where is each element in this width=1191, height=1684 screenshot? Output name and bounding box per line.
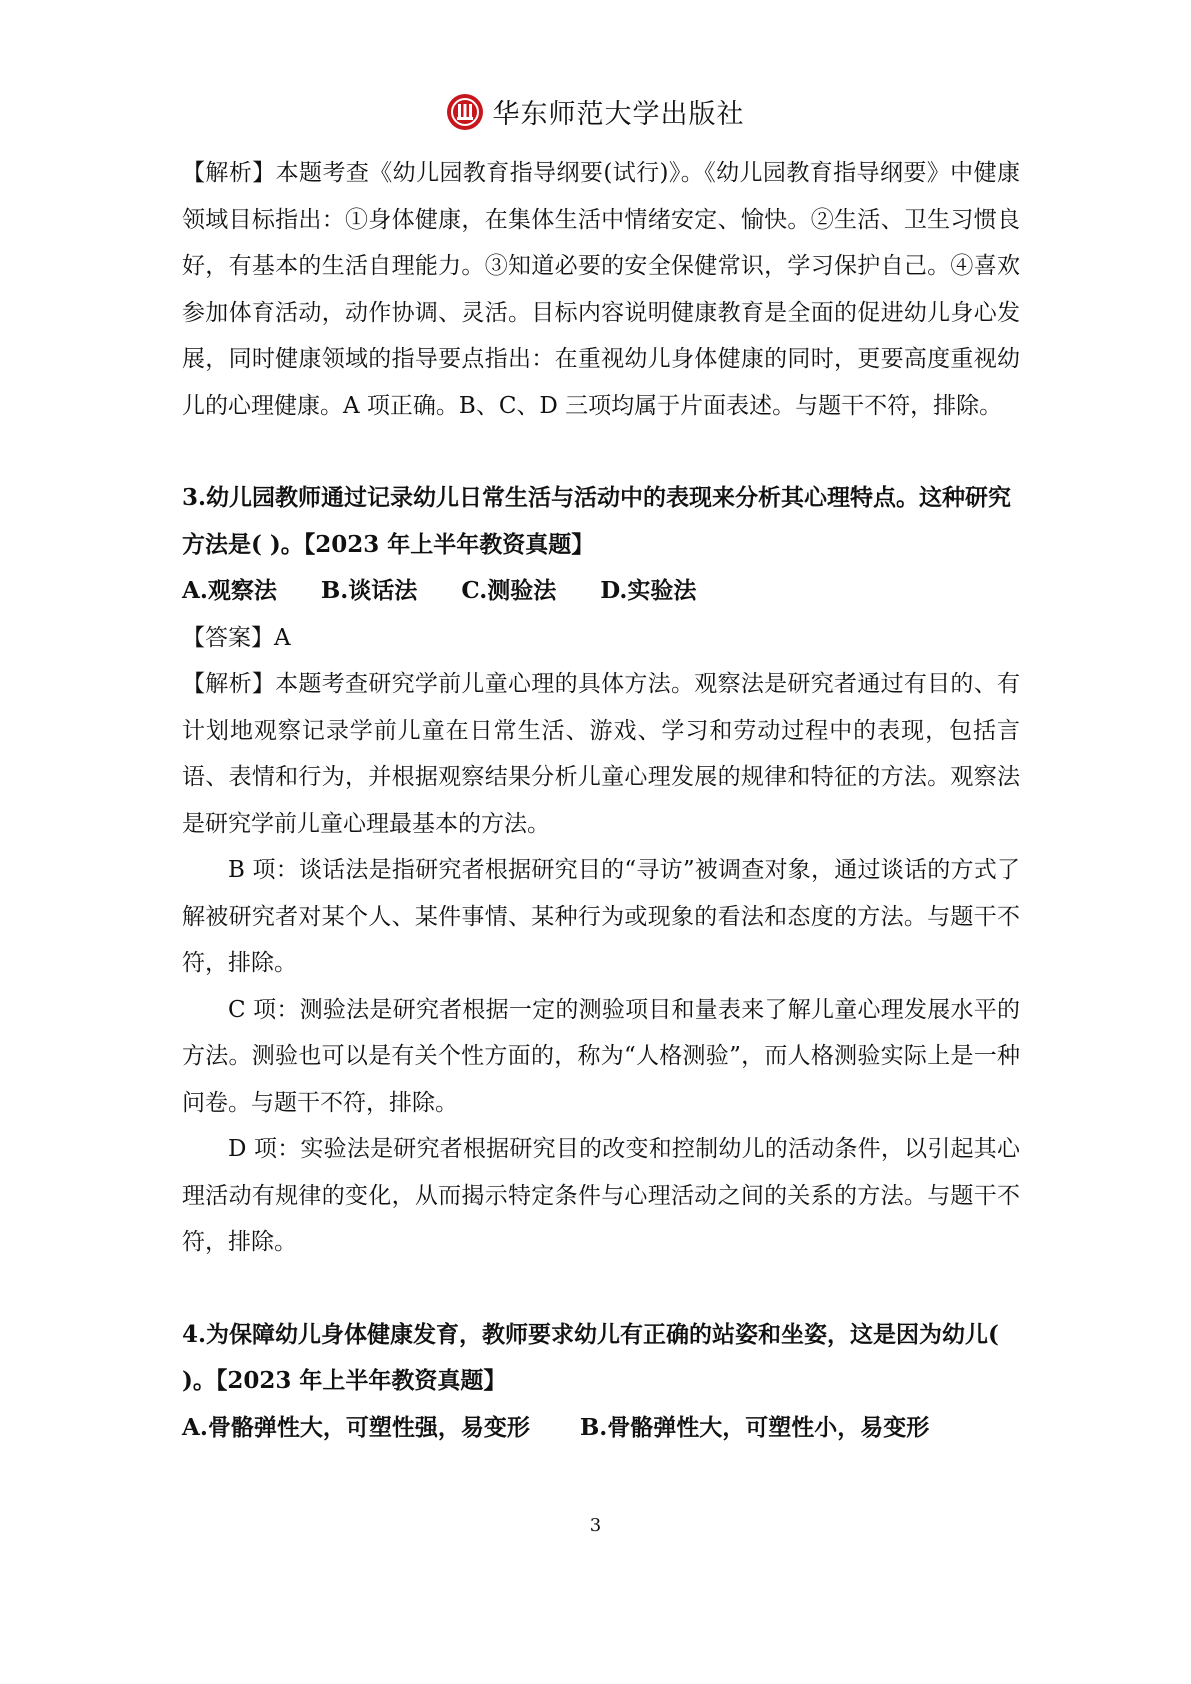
q3-option-b: B.谈话法: [320, 577, 418, 604]
q2-analysis: 【解析】本题考查《幼儿园教育指导纲要(试行)》。《幼儿园教育指导纲要》中健康领域目标指出：①身体健康，在集体生活中情绪安定、愉快。②生活、卫生习惯良好，有基本的生活自理能力。③知道必要的安全保健常识，学习保护自己。④喜欢参加体育活动，动作协调、灵活。目标内容说明健康教育是全面的促进幼儿身心发展，同时健康领域的指导要点指出：在重视幼儿身体健康的同时，更要高度重视幼儿的心理健康。A 项正确。B、C、D 三项均属于片面表述。与题干不符，排除。: [182, 160, 1020, 419]
q4-option-b: B.骨骼弹性大，可塑性小，易变形: [579, 1413, 930, 1441]
q3-option-d: D.实验法: [600, 577, 697, 604]
q3-option-c: C.测验法: [461, 577, 557, 604]
spacer: [182, 1266, 1020, 1312]
page-number: 3: [589, 1515, 602, 1536]
ecnu-press-logo-icon: [447, 94, 483, 130]
q3-item-b: B 项：谈话法是指研究者根据研究目的“寻访”被调查对象，通过谈话的方式了解被研究者对某个人、某件事情、某种行为或现象的看法和态度的方法。与题干不符，排除。: [182, 857, 1020, 976]
spacer: [182, 429, 1020, 475]
page-header: [0, 92, 1191, 131]
q3-stem: 3.幼儿园教师通过记录幼儿日常生活与活动中的表现来分析其心理特点。这种研究方法是( )。【2023 年上半年教资真题】: [182, 484, 1012, 558]
page-content: [182, 150, 1020, 1451]
q3-option-a: A.观察法: [182, 577, 277, 604]
q4-stem: 4.为保障幼儿身体健康发育，教师要求幼儿有正确的站姿和坐姿，这是因为幼儿( )。【2023 年上半年教资真题】: [182, 1320, 999, 1394]
q3-item-d: D 项：实验法是研究者根据研究目的改变和控制幼儿的活动条件，以引起其心理活动有规律的变化，从而揭示特定条件与心理活动之间的关系的方法。与题干不符，排除。: [182, 1136, 1020, 1255]
q3-analysis: 【解析】本题考查研究学前儿童心理的具体方法。观察法是研究者通过有目的、有计划地观察记录学前儿童在日常生活、游戏、学习和劳动过程中的表现，包括言语、表情和行为，并根据观察结果分析儿童心理发展的规律和特征的方法。观察法是研究学前儿童心理最基本的方法。: [182, 671, 1020, 837]
q3-options: [182, 568, 1020, 615]
q4-options: [182, 1405, 1020, 1452]
q3-item-c: C 项：测验法是研究者根据一定的测验项目和量表来了解儿童心理发展水平的方法。测验也可以是有关个性方面的，称为“人格测验”，而人格测验实际上是一种问卷。与题干不符，排除。: [182, 996, 1020, 1116]
q3-answer: 【答案】A: [182, 624, 291, 651]
q4-option-a: A.骨骼弹性大，可塑性强，易变形: [182, 1413, 530, 1441]
logo-glyph: [447, 94, 483, 130]
publisher-name: 华东师范大学出版社: [492, 99, 745, 130]
